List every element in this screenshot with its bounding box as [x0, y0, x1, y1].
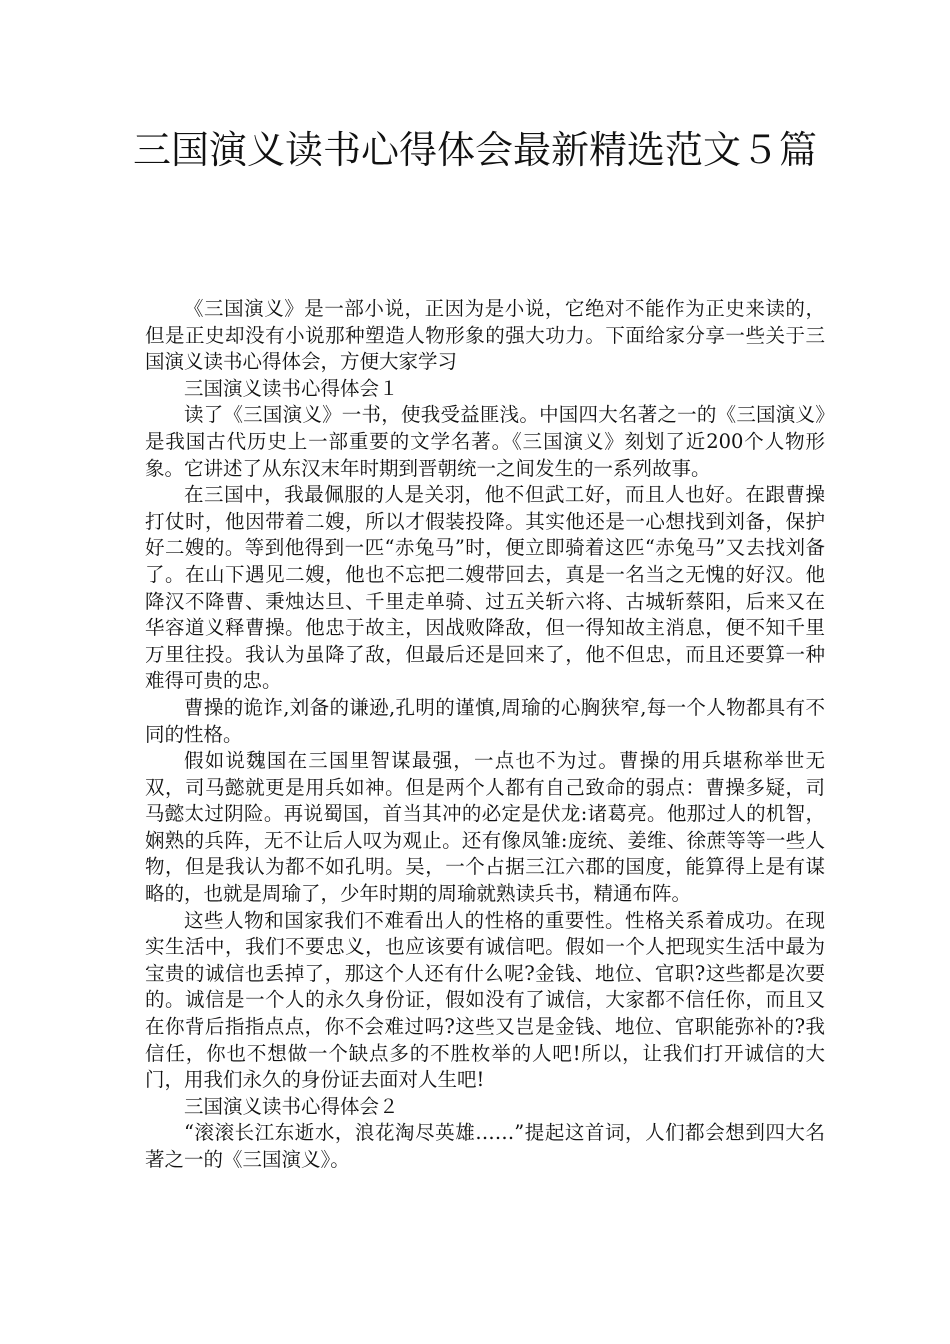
document-title: 三国演义读书心得体会最新精选范文５篇: [132, 128, 817, 172]
body-paragraph: 这些人物和国家我们不难看出人的性格的重要性。性格关系着成功。在现实生活中，我们不要忠义，也应该要有诚信吧。假如一个人把现实生活中最为宝贵的诚信也丢掉了，那这个人还有什么呢?金钱、地位、官职?这些都是次要的。诚信是一个人的永久身份证，假如没有了诚信，大家都不信任你，而且又在你背后指指点点，你不会难过吗?这些又岂是金钱、地位、官职能弥补的?我信任，你也不想做一个缺点多的不胜枚举的人吧!所以，让我们打开诚信的大门，用我们永久的身份证去面对人生吧!: [145, 908, 825, 1092]
body-paragraph: 曹操的诡诈,刘备的谦逊,孔明的谨慎,周瑜的心胸狭窄,每一个人物都具有不同的性格。: [145, 695, 825, 746]
section-heading-2: 三国演义读书心得体会２: [184, 1094, 399, 1118]
intro-paragraph: 《三国演义》是一部小说，正因为是小说，它绝对不能作为正史来读的，但是正史却没有小说那种塑造人物形象的强大功力。下面给家分享一些关于三国演义读书心得体会，方便大家学习: [145, 297, 825, 374]
section-heading-1: 三国演义读书心得体会１: [184, 376, 399, 400]
body-paragraph: 在三国中，我最佩服的人是关羽，他不但武工好，而且人也好。在跟曹操打仗时，他因带着二嫂，所以才假装投降。其实他还是一心想找到刘备，保护好二嫂的。等到他得到一匹“赤兔马”时，便立即骑着这匹“赤兔马”又去找刘备了。在山下遇见二嫂，他也不忘把二嫂带回去，真是一名当之无愧的好汉。他降汉不降曹、秉烛达旦、千里走单骑、过五关斩六将、古城斩蔡阳，后来又在华容道义释曹操。他忠于故主，因战败降敌，但一得知故主消息，便不知千里万里往投。我认为虽降了敌，但最后还是回来了，他不但忠，而且还要算一种难得可贵的忠。: [145, 483, 825, 693]
document-body: [145, 296, 825, 1174]
body-paragraph: “滚滚长江东逝水，浪花淘尽英雄……”提起这首词，人们都会想到四大名著之一的《三国演义》。: [145, 1121, 825, 1171]
body-paragraph: 假如说魏国在三国里智谋最强，一点也不为过。曹操的用兵堪称举世无双，司马懿就更是用兵如神。但是两个人都有自己致命的弱点：曹操多疑，司马懿太过阴险。再说蜀国，首当其冲的必定是伏龙:诸葛亮。他那过人的机智，娴熟的兵阵，无不让后人叹为观止。还有像凤雏:庞统、姜维、徐蔗等等一些人物，但是我认为都不如孔明。吴，一个占据三江六郡的国度，能算得上是有谋略的，也就是周瑜了，少年时期的周瑜就熟读兵书，精通布阵。: [145, 749, 825, 906]
body-paragraph: 读了《三国演义》一书，使我受益匪浅。中国四大名著之一的《三国演义》是我国古代历史上一部重要的文学名著。《三国演义》刻划了近200个人物形象。它讲述了从东汉末年时期到晋朝统一之间发生的一系列故事。: [145, 403, 825, 480]
